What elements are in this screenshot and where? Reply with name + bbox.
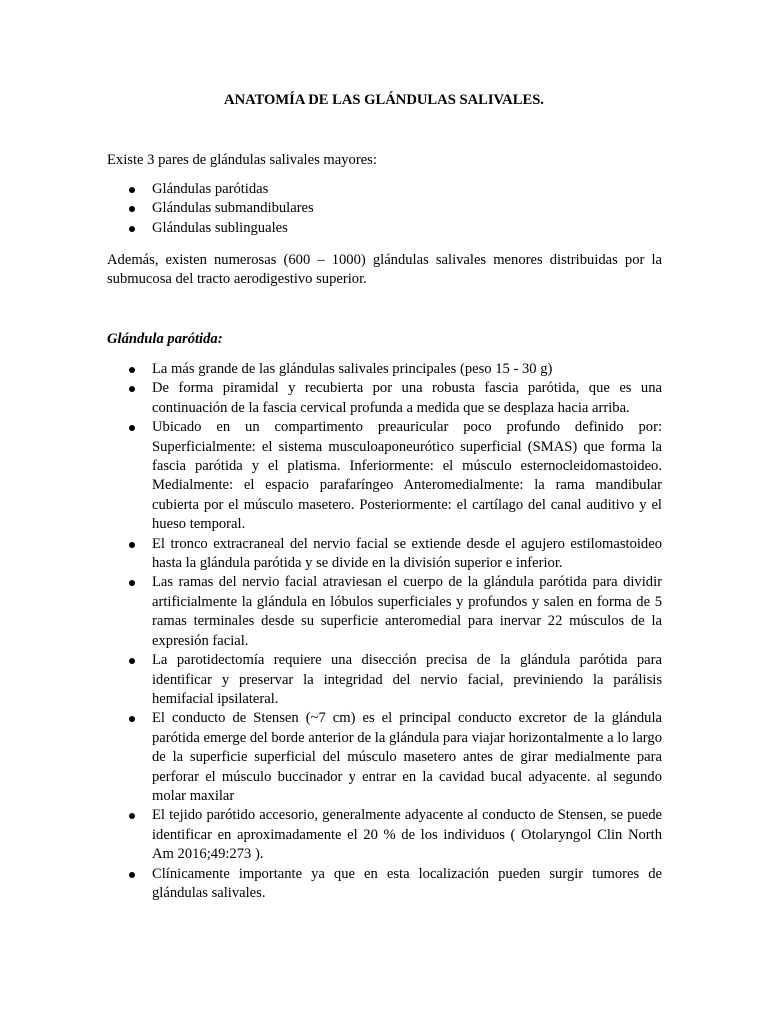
minor-glands-paragraph: Además, existen numerosas (600 – 1000) glándulas salivales menores distribuidas por la submucosa del tracto aerodigestivo superior.: [107, 252, 662, 288]
list-item: El tronco extracraneal del nervio facial se extiende desde el agujero estilomastoideo hasta la glándula parótida y se divide en la división superior e inferior.: [107, 535, 662, 574]
parotid-points-list: [107, 360, 662, 903]
list-item: Glándulas parótidas: [107, 180, 662, 199]
list-item: El conducto de Stensen (~7 cm) es el principal conducto excretor de la glándula parótida emerge del borde anterior de la glándula para viajar horizontalmente a lo largo de la superficie superficial del músculo masetero antes de girar medialmente para perforar el músculo buccinador y entrar en la cavidad bucal adyacente. al segundo molar maxilar: [107, 709, 662, 806]
list-item: La más grande de las glándulas salivales principales (peso 15 - 30 g): [107, 360, 662, 379]
list-item: De forma piramidal y recubierta por una robusta fascia parótida, que es una continuación de la fascia cervical profunda a medida que se desplaza hacia arriba.: [107, 379, 662, 418]
document-title: ANATOMÍA DE LAS GLÁNDULAS SALIVALES.: [224, 92, 544, 108]
list-item: La parotidectomía requiere una disección precisa de la glándula parótida para identificar y preservar la integridad del nervio facial, previniendo la parálisis hemifacial ipsilateral.: [107, 651, 662, 709]
list-item: Glándulas submandibulares: [107, 199, 662, 218]
list-item: Clínicamente importante ya que en esta localización pueden surgir tumores de glándulas salivales.: [107, 865, 662, 904]
list-item: Ubicado en un compartimento preauricular poco profundo definido por: Superficialmente: el sistema musculoaponeurótico superficial (SMAS) que forma la fascia parótida y el platisma. Inferiormente: el músculo esternocleidomastoideo. Medialmente: el espacio parafaríngeo Anteromedialmente: la rama mandibular cubierta por el músculo masetero. Posteriormente: el cartílago del canal auditivo y el hueso temporal.: [107, 418, 662, 534]
list-item: El tejido parótido accesorio, generalmente adyacente al conducto de Stensen, se puede identificar en aproximadamente el 20 % de los individuos ( Otolaryngol Clin North Am 2016;49:273 ).: [107, 806, 662, 864]
parotid-heading: Glándula parótida:: [107, 331, 223, 347]
major-glands-list: [107, 180, 662, 238]
list-item: Glándulas sublinguales: [107, 219, 662, 238]
intro-text: Existe 3 pares de glándulas salivales mayores:: [107, 152, 377, 168]
list-item: Las ramas del nervio facial atraviesan el cuerpo de la glándula parótida para dividir artificialmente la glándula en lóbulos superficiales y profundos y salen en forma de 5 ramas terminales desde su superficie anteromedial para inervar 22 músculos de la expresión facial.: [107, 573, 662, 651]
